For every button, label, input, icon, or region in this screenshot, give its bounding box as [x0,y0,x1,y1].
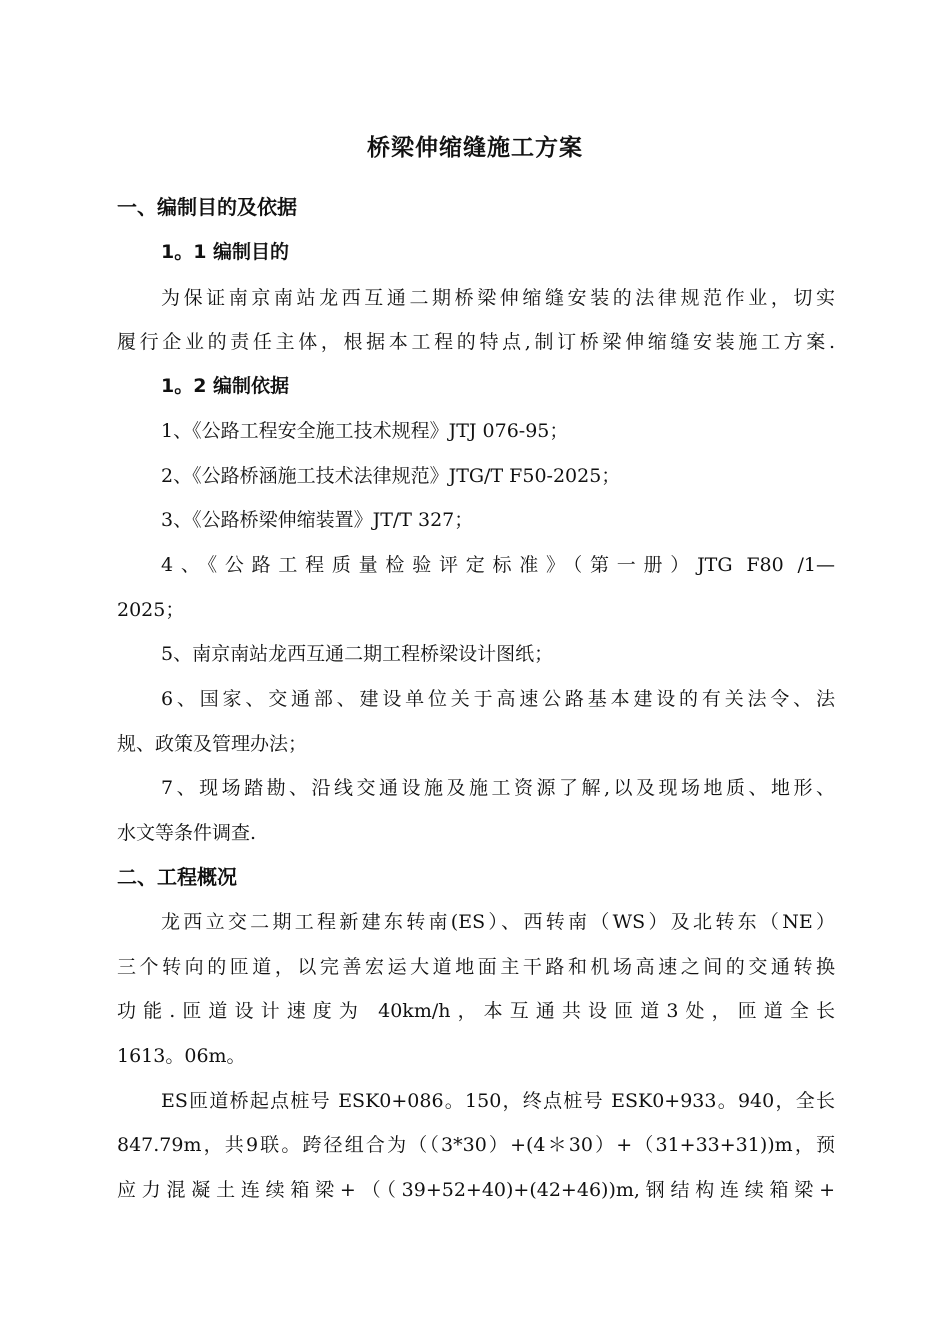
reference-item-continuation: 规、政策及管理办法； [117,733,308,755]
subsection-heading-basis: 1。2 编制依据 [161,375,290,397]
paragraph-line: 功能.匝道设计速度为 40km/h，本互通共设匝道3处，匝道全长 [117,1000,835,1022]
reference-item: 1、《公路工程安全施工技术规程》JTJ 076-95； [161,420,569,442]
paragraph-line: 龙西立交二期工程新建东转南(ES）、西转南（WS）及北转东（NE） [161,911,835,933]
paragraph-line: ES匝道桥起点桩号 ESK0+086。150，终点桩号 ESK0+933。940，全长 [161,1090,835,1112]
paragraph-line: 三个转向的匝道，以完善宏运大道地面主干路和机场高速之间的交通转换 [117,956,835,978]
reference-item: 2、《公路桥涵施工技术法律规范》JTG/T F50-2025； [161,465,621,487]
section-heading-overview: 二、工程概况 [117,865,237,889]
paragraph-line: 847.79m，共9联。跨径组合为（（3*30）+(4＊30）+（31+33+31))m，预 [117,1134,835,1156]
section-heading-purpose-basis: 一、编制目的及依据 [117,195,297,219]
reference-item-continuation: 2025； [117,599,185,621]
subsection-heading-purpose: 1。1 编制目的 [161,241,290,263]
reference-item: 3、《公路桥梁伸缩装置》JT/T 327； [161,509,474,531]
reference-item: 5、南京南站龙西互通二期工程桥梁设计图纸； [161,643,554,665]
paragraph-line: 为保证南京南站龙西互通二期桥梁伸缩缝安装的法律规范作业，切实 [161,287,835,309]
paragraph-line: 履行企业的责任主体，根据本工程的特点,制订桥梁伸缩缝安装施工方案. [117,331,835,353]
document-title: 桥梁伸缩缝施工方案 [367,135,583,161]
reference-item: 4、《公路工程质量检验评定标准》（第一册）JTG F80 /1— [161,554,835,576]
paragraph-line: 应力混凝土连续箱梁+（（39+52+40)+(42+46))m,钢结构连续箱梁+ [117,1179,835,1201]
reference-item-continuation: 水文等条件调查. [117,822,257,844]
reference-item: 7、现场踏勘、沿线交通设施及施工资源了解,以及现场地质、地形、 [161,777,835,799]
paragraph-line: 1613。06m。 [117,1045,246,1067]
reference-item: 6、国家、交通部、建设单位关于高速公路基本建设的有关法令、法 [161,688,835,710]
